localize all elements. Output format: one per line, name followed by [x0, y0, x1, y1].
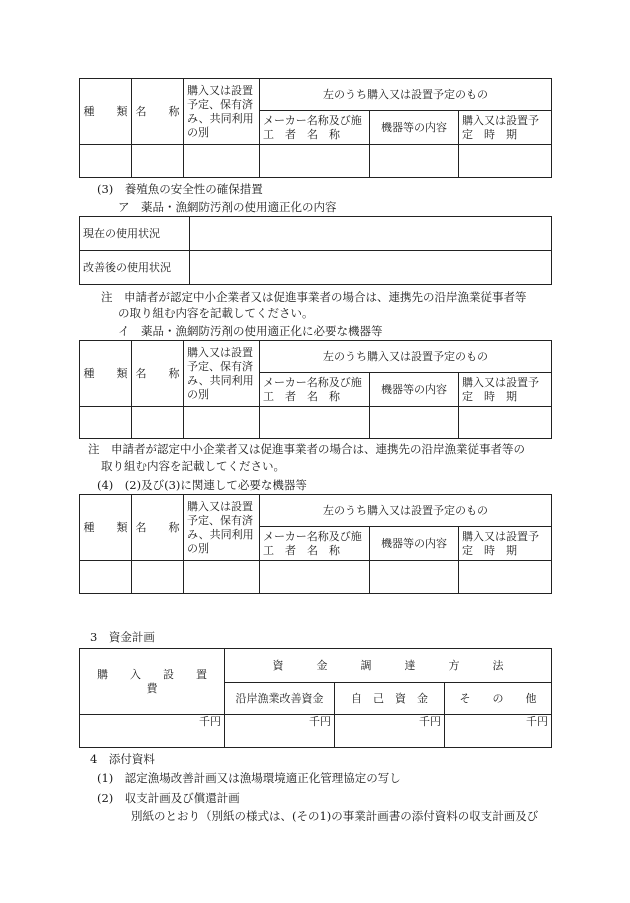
usage-table — [79, 216, 552, 285]
blank-cell[interactable] — [184, 407, 260, 439]
usage-current-label: 現在の使用状況 — [80, 217, 190, 251]
header-of-which: 左のうち購入又は設置予定のもの — [260, 341, 552, 373]
header-timing: 購入又は設置予 定 時 期 — [459, 527, 552, 561]
equipment-table-2 — [79, 340, 552, 439]
blank-cell[interactable] — [260, 407, 370, 439]
attachment-item-2-detail: 別紙のとおり（別紙の様式は、(その1)の事業計画書の添付資料の収支計画及び — [131, 809, 539, 823]
equipment-table-3 — [79, 494, 552, 594]
usage-improved-value[interactable] — [190, 251, 552, 285]
other-fund-unit[interactable]: 千円 — [445, 715, 552, 748]
header-equipment-content: 機器等の内容 — [370, 373, 459, 407]
blank-cell[interactable] — [132, 407, 184, 439]
section-4-item: (4) (2)及び(3)に関連して必要な機器等 — [97, 478, 307, 492]
purchase-cost-header: 購 入 設 置 費 — [80, 649, 225, 715]
own-fund-header: 自 己 資 金 — [335, 683, 445, 715]
header-timing: 購入又は設置予 定 時 期 — [459, 373, 552, 407]
coastal-fund-unit[interactable]: 千円 — [225, 715, 335, 748]
header-maker: メーカー名称及び施 工 者 名 称 — [260, 373, 370, 407]
blank-cell[interactable] — [370, 561, 459, 594]
blank-cell[interactable] — [132, 561, 184, 594]
blank-cell[interactable] — [459, 561, 552, 594]
header-name: 名 称 — [132, 495, 184, 561]
blank-cell[interactable] — [80, 145, 132, 178]
blank-cell[interactable] — [260, 561, 370, 594]
blank-cell[interactable] — [459, 145, 552, 178]
header-equipment-content: 機器等の内容 — [370, 527, 459, 561]
subsection-a: ア 薬品・漁網防汚剤の使用適正化の内容 — [118, 200, 337, 214]
equipment-table-1 — [79, 78, 552, 178]
note-2-line-2: 取り組む内容を記載してください。 — [101, 459, 285, 473]
attachment-item-1: (1) 認定漁場改善計画又は漁場環境適正化管理協定の写し — [97, 771, 401, 785]
note-2-line-1: 注 申請者が認定中小企業者又は促進事業者の場合は、連携先の沿岸漁業従事者等の — [88, 442, 525, 456]
blank-cell[interactable] — [132, 145, 184, 178]
header-maker: メーカー名称及び施 工 者 名 称 — [260, 111, 370, 145]
header-equipment-content: 機器等の内容 — [370, 111, 459, 145]
procurement-header: 資 金 調 達 方 法 — [225, 649, 552, 683]
note-1-line-1: 注 申請者が認定中小企業者又は促進事業者の場合は、連携先の沿岸漁業従事者等 — [101, 290, 527, 304]
header-purchase-type: 購入又は設置予定、保有済み、共同利用の別 — [184, 341, 260, 407]
header-kind: 種 類 — [80, 341, 132, 407]
header-maker: メーカー名称及び施 工 者 名 称 — [260, 527, 370, 561]
funding-table — [79, 648, 552, 748]
blank-cell[interactable] — [459, 407, 552, 439]
blank-cell[interactable] — [80, 561, 132, 594]
usage-current-value[interactable] — [190, 217, 552, 251]
subsection-i: イ 薬品・漁網防汚剤の使用適正化に必要な機器等 — [118, 324, 383, 338]
section-3-item: (3) 養殖魚の安全性の確保措置 — [97, 182, 263, 196]
other-fund-header: そ の 他 — [445, 683, 552, 715]
header-kind: 種 類 — [80, 495, 132, 561]
own-fund-unit[interactable]: 千円 — [335, 715, 445, 748]
blank-cell[interactable] — [184, 561, 260, 594]
header-timing: 購入又は設置予 定 時 期 — [459, 111, 552, 145]
header-kind: 種 類 — [80, 79, 132, 145]
blank-cell[interactable] — [80, 407, 132, 439]
blank-cell[interactable] — [370, 407, 459, 439]
header-purchase-type: 購入又は設置予定、保有済み、共同利用の別 — [184, 495, 260, 561]
attachments-heading: 4 添付資料 — [90, 752, 155, 766]
header-name: 名 称 — [132, 79, 184, 145]
header-purchase-type: 購入又は設置予定、保有済み、共同利用の別 — [184, 79, 260, 145]
funding-heading: 3 資金計画 — [90, 630, 155, 644]
attachment-item-2: (2) 収支計画及び償還計画 — [97, 791, 240, 805]
coastal-fund-header: 沿岸漁業改善資金 — [225, 683, 335, 715]
usage-improved-label: 改善後の使用状況 — [80, 251, 190, 285]
blank-cell[interactable] — [184, 145, 260, 178]
header-name: 名 称 — [132, 341, 184, 407]
header-of-which: 左のうち購入又は設置予定のもの — [260, 495, 552, 527]
purchase-cost-unit[interactable]: 千円 — [80, 715, 225, 748]
blank-cell[interactable] — [260, 145, 370, 178]
header-of-which: 左のうち購入又は設置予定のもの — [260, 79, 552, 111]
blank-cell[interactable] — [370, 145, 459, 178]
note-1-line-2: の取り組む内容を記載してください。 — [118, 306, 314, 320]
